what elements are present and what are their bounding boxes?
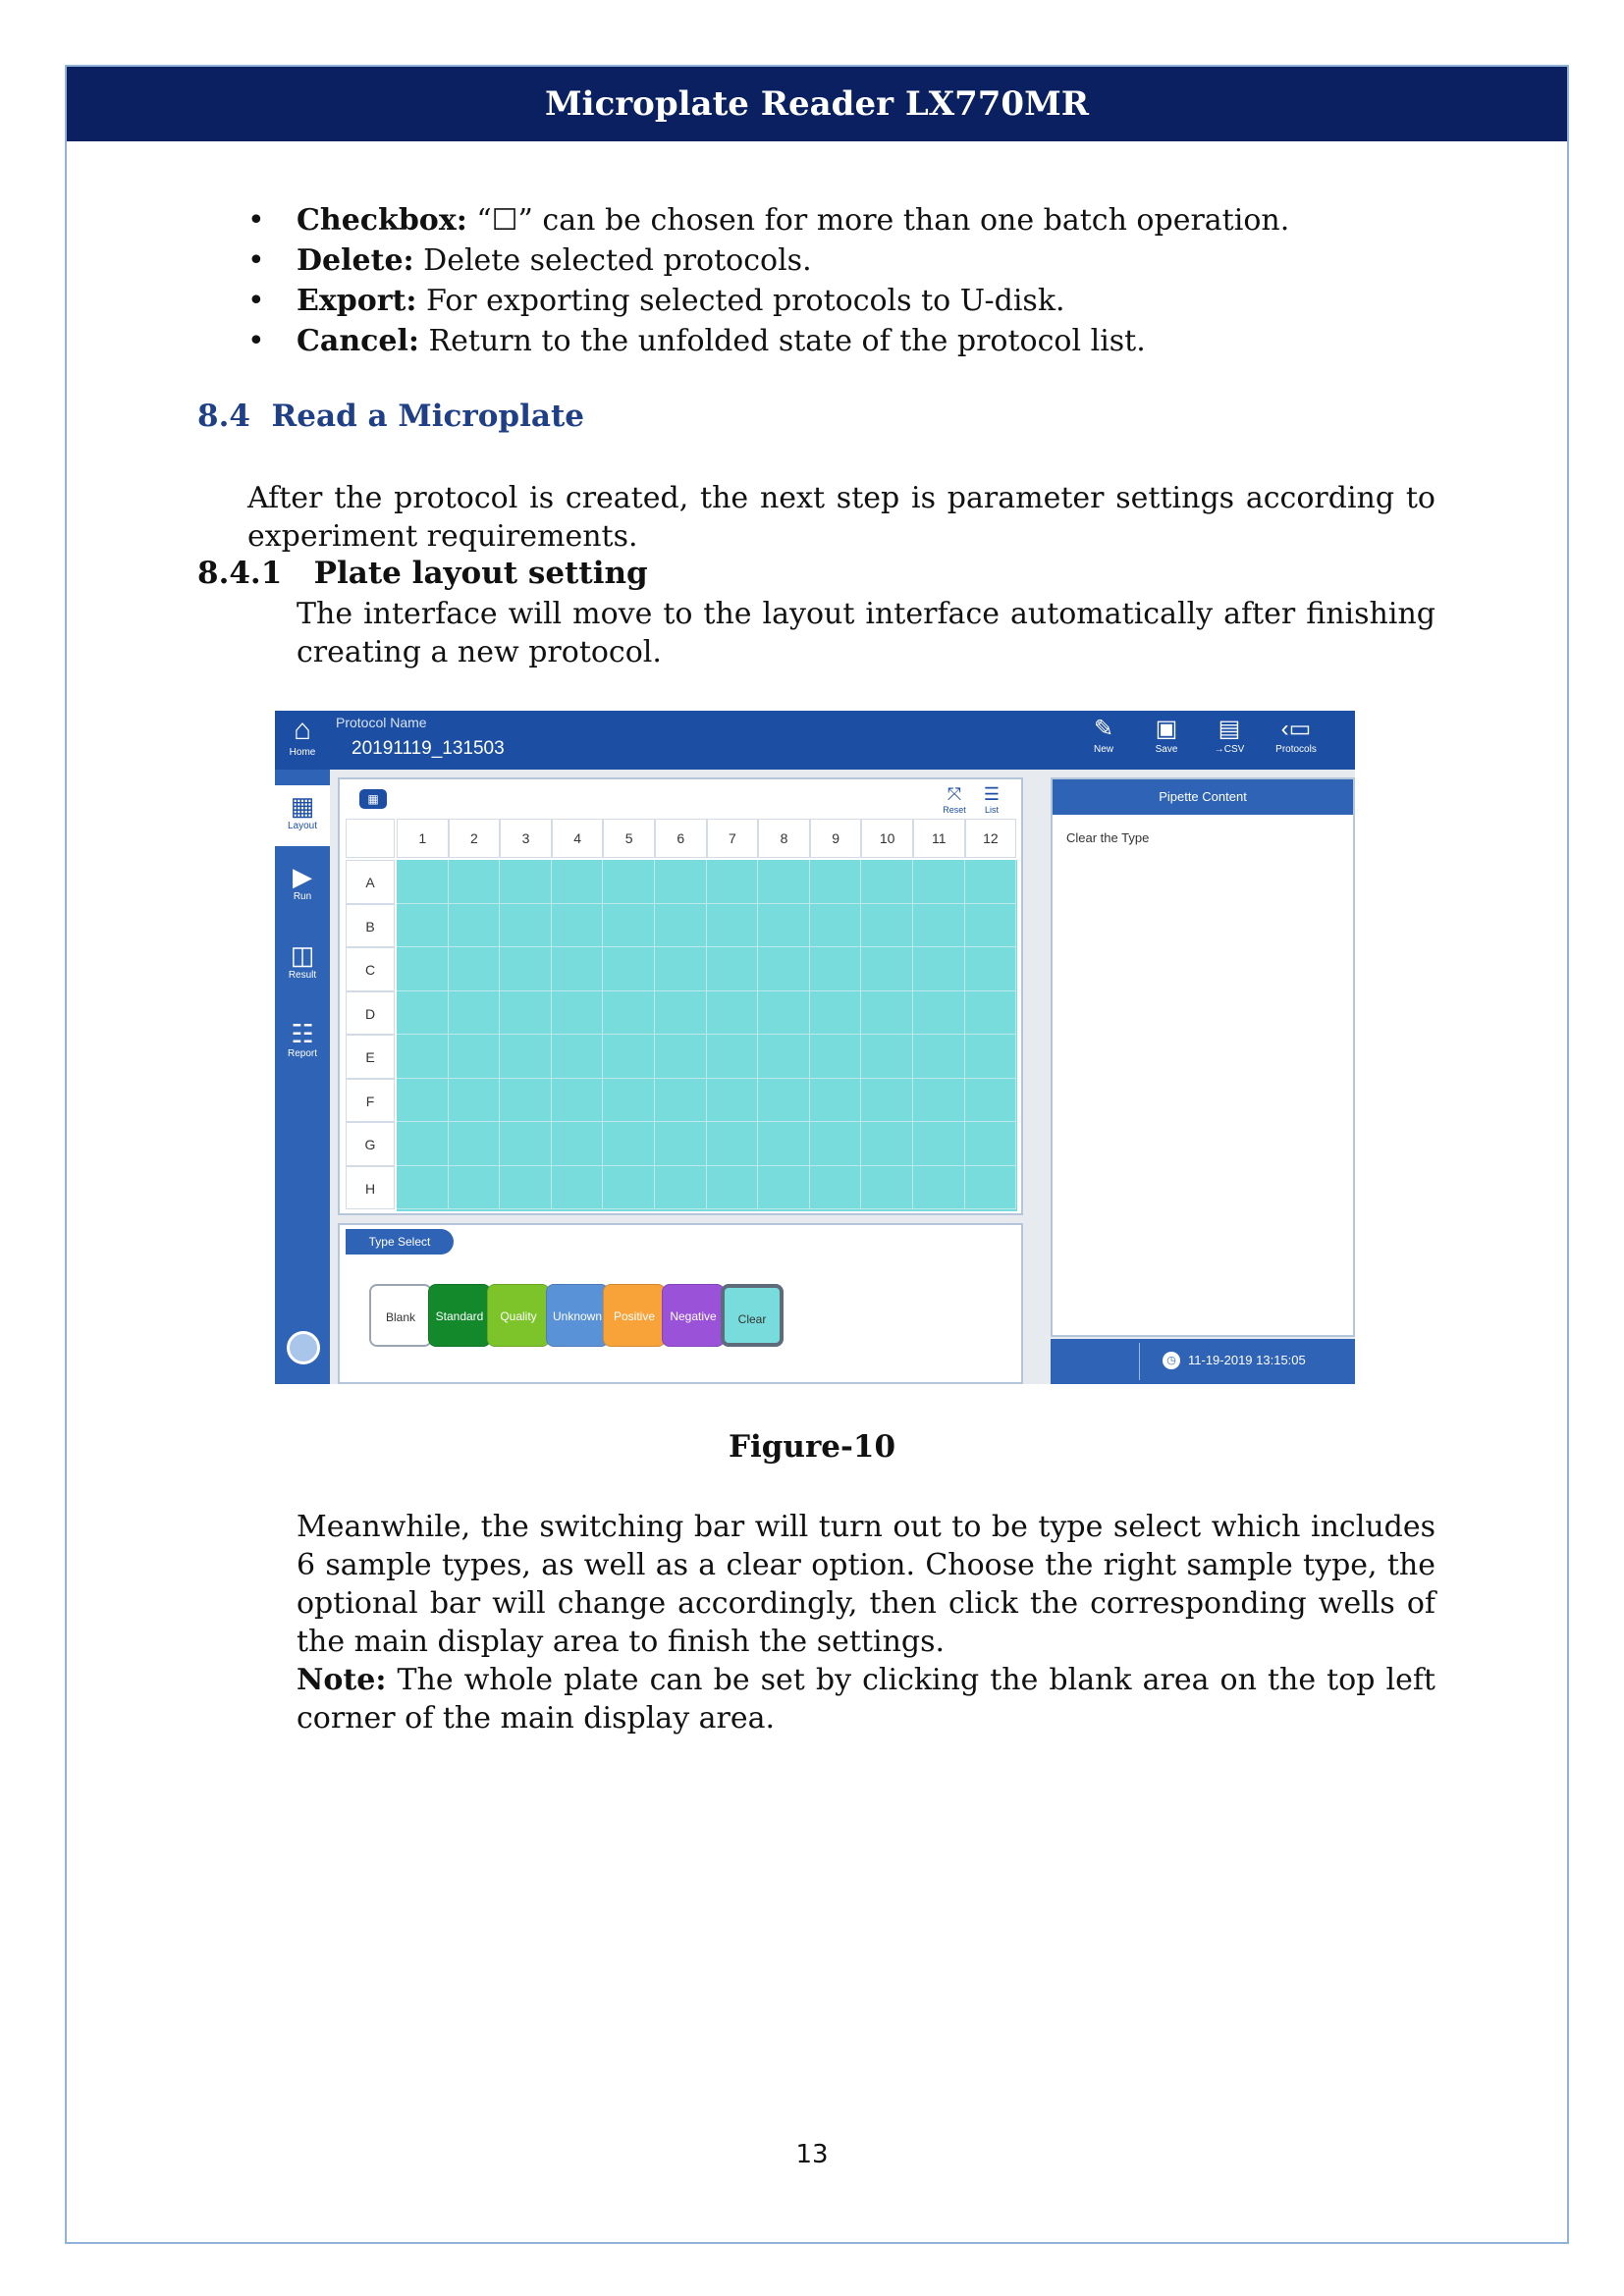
plate-row-header[interactable]: D	[346, 991, 395, 1036]
plate-column-header[interactable]: 10	[861, 819, 913, 858]
plate-well[interactable]	[655, 860, 707, 904]
plate-well[interactable]	[758, 1122, 810, 1166]
plate-row-header[interactable]: E	[346, 1035, 395, 1079]
bullet-item	[247, 240, 1426, 281]
plate-well[interactable]	[707, 860, 759, 904]
type-button-unknown[interactable]: Unknown	[546, 1284, 609, 1347]
plate-well[interactable]	[500, 860, 552, 904]
bullet-item	[247, 321, 1426, 361]
plate-wells	[397, 860, 1017, 1211]
plate-column-header[interactable]: 3	[500, 819, 552, 858]
plate-well[interactable]	[603, 1166, 655, 1210]
plate-well[interactable]	[655, 1166, 707, 1210]
plate-well[interactable]	[810, 1122, 862, 1166]
document-icon: ▤	[1218, 716, 1241, 742]
play-icon: ▶	[293, 862, 312, 891]
sidebar-label: Result	[288, 970, 317, 981]
plate-column-header[interactable]: 2	[449, 819, 501, 858]
clock-icon: ◷	[1163, 1352, 1180, 1369]
plate-well[interactable]	[500, 1079, 552, 1123]
plate-column-header[interactable]: 11	[913, 819, 965, 858]
plate-well[interactable]	[758, 1035, 810, 1079]
plate-well[interactable]	[965, 904, 1017, 948]
type-button-negative[interactable]: Negative	[662, 1284, 725, 1347]
figure-screenshot	[275, 711, 1355, 1384]
plate-row-header[interactable]: C	[346, 947, 395, 991]
status-datetime: 11-19-2019 13:15:05	[1188, 1353, 1306, 1367]
type-button-clear[interactable]: Clear	[721, 1284, 784, 1347]
plate-well[interactable]	[707, 1035, 759, 1079]
plate-well[interactable]	[449, 1079, 501, 1123]
plate-well[interactable]	[861, 1166, 913, 1210]
status-divider	[1139, 1343, 1140, 1380]
home-icon: ⌂	[293, 714, 312, 746]
plate-well[interactable]	[655, 904, 707, 948]
plate-well[interactable]	[810, 1035, 862, 1079]
plate-well[interactable]	[655, 991, 707, 1036]
reset-button[interactable]	[941, 783, 968, 815]
plate-well[interactable]	[913, 1122, 965, 1166]
plate-well[interactable]	[449, 947, 501, 991]
plate-well[interactable]	[655, 947, 707, 991]
plate-column-header[interactable]: 12	[965, 819, 1017, 858]
plate-well[interactable]	[603, 1122, 655, 1166]
plate-well[interactable]	[603, 947, 655, 991]
new-label: New	[1093, 744, 1113, 755]
plate-well[interactable]	[965, 1035, 1017, 1079]
edit-icon: ✎	[1093, 716, 1114, 742]
save-label: Save	[1155, 744, 1178, 755]
sidebar-item-run[interactable]	[275, 862, 330, 902]
plate-well[interactable]	[552, 860, 604, 904]
plate-well[interactable]	[810, 1079, 862, 1123]
subsection-text: The interface will move to the layout interface automatically after finishing creating a new protocol.	[297, 597, 1435, 669]
plate-well[interactable]	[861, 991, 913, 1036]
plate-well[interactable]	[707, 904, 759, 948]
sidebar-label: Layout	[287, 821, 318, 831]
plate-well[interactable]	[810, 947, 862, 991]
protocols-label: Protocols	[1275, 744, 1317, 755]
plate-corner-select-all[interactable]	[346, 819, 395, 858]
plate-well[interactable]	[500, 947, 552, 991]
sidebar-label: Report	[287, 1048, 317, 1059]
plate-column-header[interactable]: 4	[552, 819, 604, 858]
layout-icon: ▦	[290, 791, 315, 821]
plate-well[interactable]	[603, 1035, 655, 1079]
plate-well[interactable]	[397, 904, 449, 948]
plate-well[interactable]	[707, 947, 759, 991]
plate-well[interactable]	[810, 1166, 862, 1210]
plate-well[interactable]	[913, 860, 965, 904]
plate-well[interactable]	[449, 1035, 501, 1079]
app-topbar	[275, 711, 1355, 770]
plate-well[interactable]	[397, 1079, 449, 1123]
plate-well[interactable]	[758, 860, 810, 904]
type-button-positive[interactable]: Positive	[603, 1284, 666, 1347]
reset-label: Reset	[943, 805, 966, 815]
type-select-title: Type Select	[346, 1229, 454, 1255]
type-button-quality[interactable]: Quality	[487, 1284, 550, 1347]
plate-well[interactable]	[552, 1166, 604, 1210]
plate-well[interactable]	[913, 1166, 965, 1210]
plate-well[interactable]	[397, 1122, 449, 1166]
plate-well[interactable]	[449, 991, 501, 1036]
plate-well[interactable]	[500, 991, 552, 1036]
bullet-list	[247, 200, 1426, 361]
plate-well[interactable]	[810, 904, 862, 948]
type-button-blank[interactable]: Blank	[369, 1284, 432, 1347]
plate-column-header[interactable]: 8	[758, 819, 810, 858]
bullet-term: Cancel:	[297, 324, 419, 358]
plate-well[interactable]	[449, 1122, 501, 1166]
plate-well[interactable]	[913, 991, 965, 1036]
plate-column-header[interactable]: 1	[397, 819, 449, 858]
list-icon: ☰	[983, 784, 1001, 804]
status-bar	[1051, 1339, 1355, 1384]
plate-panel	[338, 777, 1023, 1215]
plate-well[interactable]	[758, 991, 810, 1036]
plate-well[interactable]	[758, 947, 810, 991]
plate-well[interactable]	[500, 904, 552, 948]
plate-well[interactable]	[500, 1122, 552, 1166]
plate-well[interactable]	[913, 904, 965, 948]
plate-well[interactable]	[861, 860, 913, 904]
body-paragraph: Meanwhile, the switching bar will turn out to be type select which includes 6 sample types, as well as a clear option. Choose the right sample type, the optional bar will change accordingly, then click the corresponding wells of the main display area to finish the settings.	[297, 1510, 1435, 1659]
plate-well[interactable]	[965, 1122, 1017, 1166]
reset-icon: ⤧	[947, 784, 962, 804]
bullet-item	[247, 200, 1426, 240]
plate-column-header[interactable]: 7	[707, 819, 759, 858]
plate-well[interactable]	[552, 1122, 604, 1166]
plate-well[interactable]	[655, 1122, 707, 1166]
plate-well[interactable]	[500, 1035, 552, 1079]
plate-well[interactable]	[707, 1166, 759, 1210]
plate-well[interactable]	[603, 991, 655, 1036]
plate-well[interactable]	[397, 991, 449, 1036]
plate-well[interactable]	[861, 1079, 913, 1123]
plate-well[interactable]	[861, 1122, 913, 1166]
bullet-term: Checkbox:	[297, 203, 467, 238]
pipette-content-text: Clear the Type	[1066, 830, 1150, 845]
sidebar-item-layout[interactable]	[275, 785, 330, 846]
plate-well[interactable]	[758, 904, 810, 948]
note-text: The whole plate can be set by clicking the blank area on the top left corner of the main display area.	[297, 1663, 1435, 1735]
home-label: Home	[289, 747, 316, 758]
sidebar-label: Run	[293, 891, 312, 902]
plate-well[interactable]	[552, 904, 604, 948]
plate-column-header[interactable]: 9	[810, 819, 862, 858]
pipette-content-panel	[1051, 777, 1355, 1337]
plate-well[interactable]	[655, 1079, 707, 1123]
plate-well[interactable]	[965, 991, 1017, 1036]
plate-well[interactable]	[758, 1079, 810, 1123]
type-button-standard[interactable]: Standard	[428, 1284, 491, 1347]
plate-well[interactable]	[965, 860, 1017, 904]
page-header: Microplate Reader LX770MR	[67, 67, 1567, 141]
new-button[interactable]	[1076, 715, 1131, 755]
section-intro: After the protocol is created, the next step is parameter settings according to experiment requirements.	[247, 481, 1435, 554]
plate-row-header[interactable]: G	[346, 1122, 395, 1166]
plate-well[interactable]	[552, 1079, 604, 1123]
plate-row-header[interactable]: F	[346, 1079, 395, 1123]
plate-column-header[interactable]: 5	[603, 819, 655, 858]
plate-row-header[interactable]: A	[346, 860, 395, 904]
plate-well[interactable]	[810, 860, 862, 904]
plate-well[interactable]	[397, 860, 449, 904]
protocol-name-value: 20191119_131503	[352, 738, 505, 759]
plate-grid-icon[interactable]: ▦	[359, 789, 387, 809]
plate-well[interactable]	[861, 1035, 913, 1079]
folder-back-icon: ‹▭	[1280, 716, 1312, 742]
plate-column-header[interactable]: 6	[655, 819, 707, 858]
bullet-text: Delete selected protocols.	[413, 243, 812, 278]
list-label: List	[984, 805, 999, 815]
type-select-panel	[338, 1223, 1023, 1384]
chart-icon: ◫	[290, 940, 315, 970]
plate-well[interactable]	[965, 1166, 1017, 1210]
plate-well[interactable]	[397, 1035, 449, 1079]
figure-caption: Figure-10	[728, 1429, 896, 1465]
bullet-text: “☐” can be chosen for more than one batch operation.	[466, 203, 1290, 238]
plate-row-header[interactable]: B	[346, 904, 395, 948]
plate-well[interactable]	[552, 991, 604, 1036]
plate-well[interactable]	[861, 947, 913, 991]
save-icon: ▣	[1155, 716, 1178, 742]
plate-well[interactable]	[397, 947, 449, 991]
plate-well[interactable]	[965, 947, 1017, 991]
plate-well[interactable]	[552, 1035, 604, 1079]
subsection-title: 8.4.1 Plate layout setting	[197, 556, 648, 591]
bullet-item	[247, 281, 1426, 321]
bullet-text: Return to the unfolded state of the protocol list.	[418, 324, 1146, 358]
pipette-content-header: Pipette Content	[1053, 779, 1353, 815]
plate-row-header[interactable]: H	[346, 1166, 395, 1210]
export-csv-button[interactable]	[1202, 715, 1257, 755]
note-paragraph	[297, 1661, 1435, 1737]
plate-well[interactable]	[552, 947, 604, 991]
sidebar-item-result[interactable]	[275, 940, 330, 981]
plate-well[interactable]	[707, 1079, 759, 1123]
plate-well[interactable]	[603, 860, 655, 904]
plate-well[interactable]	[603, 904, 655, 948]
plate-well[interactable]	[449, 1166, 501, 1210]
plate-well[interactable]	[500, 1166, 552, 1210]
bullet-term: Delete:	[297, 243, 414, 278]
plate-well[interactable]	[449, 860, 501, 904]
plate-well[interactable]	[810, 991, 862, 1036]
app-sidebar	[275, 770, 330, 1384]
plate-well[interactable]	[913, 1079, 965, 1123]
plate-well[interactable]	[707, 1122, 759, 1166]
list-button[interactable]	[978, 783, 1005, 815]
bullet-text: For exporting selected protocols to U-disk.	[416, 284, 1065, 318]
protocol-name-label: Protocol Name	[336, 715, 427, 730]
plate-well[interactable]	[707, 991, 759, 1036]
plate-well[interactable]	[965, 1079, 1017, 1123]
section-title: 8.4 Read a Microplate	[197, 399, 584, 434]
plate-well[interactable]	[397, 1166, 449, 1210]
home-button[interactable]	[275, 711, 330, 770]
plate-well[interactable]	[861, 904, 913, 948]
note-term: Note:	[297, 1663, 387, 1697]
plate-well[interactable]	[603, 1079, 655, 1123]
page-number: 13	[795, 2140, 829, 2169]
plate-well[interactable]	[758, 1166, 810, 1210]
plate-well[interactable]	[913, 1035, 965, 1079]
protocols-button[interactable]	[1269, 715, 1324, 755]
avatar[interactable]	[287, 1331, 320, 1364]
sidebar-item-report[interactable]	[275, 1019, 330, 1059]
bullet-term: Export:	[297, 284, 417, 318]
save-button[interactable]	[1139, 715, 1194, 755]
plate-well[interactable]	[655, 1035, 707, 1079]
report-icon: ☷	[291, 1019, 314, 1048]
plate-well[interactable]	[913, 947, 965, 991]
export-csv-label: →CSV	[1214, 744, 1245, 755]
plate-well[interactable]	[449, 904, 501, 948]
